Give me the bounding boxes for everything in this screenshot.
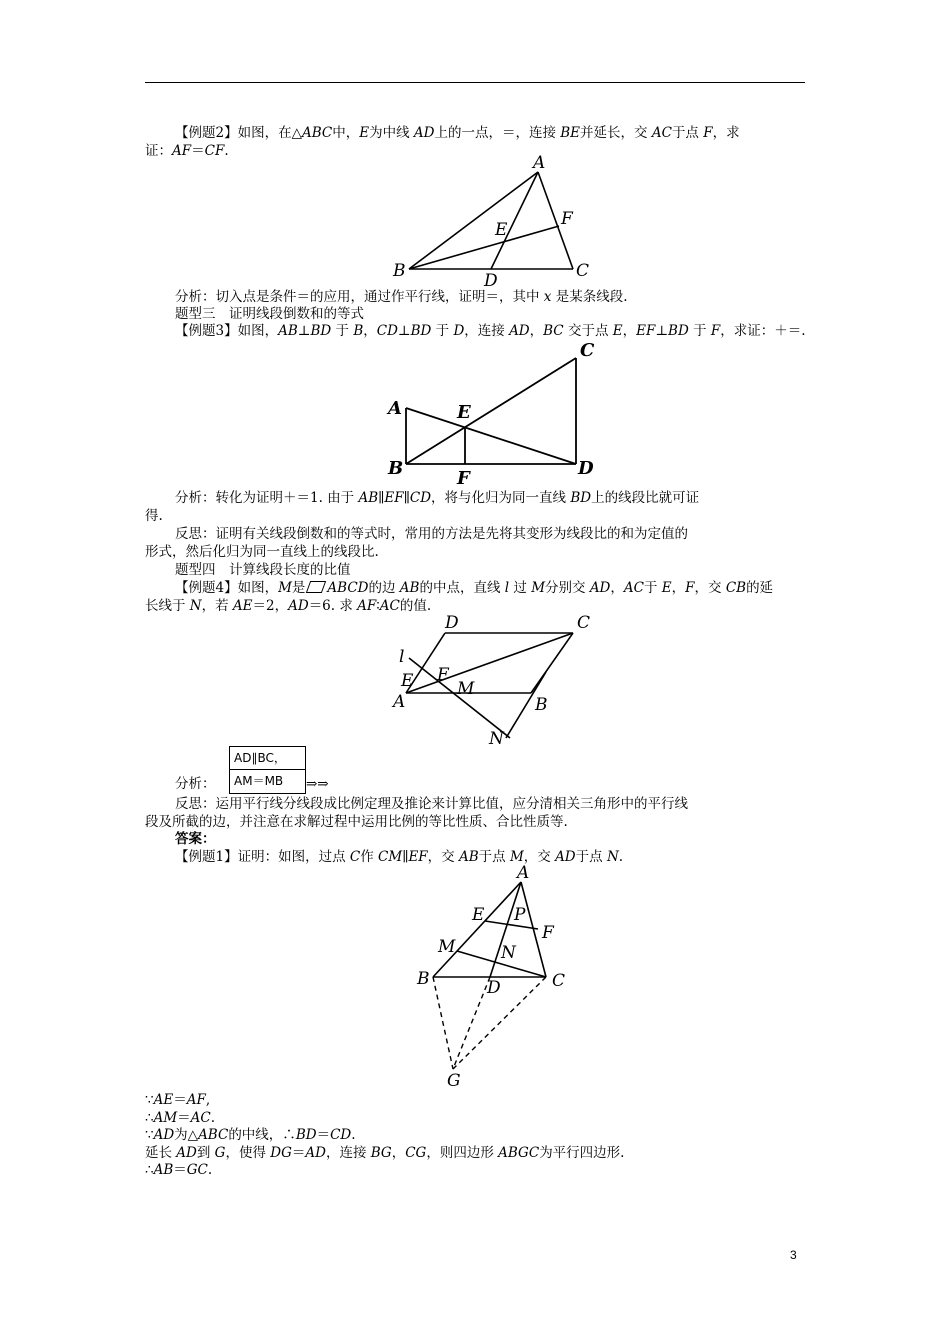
page-number: 3 [790, 1248, 797, 1262]
header-rule [145, 82, 805, 83]
answers-title: 答案： [175, 831, 216, 847]
answer-label-c: C [552, 971, 566, 991]
condition-line2: AM＝MB [230, 769, 305, 792]
type4-title: 题型四 计算线段长度的比值 [175, 562, 351, 578]
answer-step5: ∴AB＝GC. [145, 1162, 213, 1178]
ex4-figure [385, 608, 605, 748]
ex3-reflection-line2: 形式，然后化归为同一直线上的线段比. [145, 544, 379, 560]
parallelogram-icon [306, 581, 326, 593]
ex4-analysis-arrows: ⇒⇒ [306, 776, 329, 792]
ex2-figure [380, 152, 600, 287]
answer-label-a: A [517, 863, 530, 883]
ex2-label-b: B [393, 261, 406, 281]
ex2-statement-line1: 【例题2】如图，在△ABC中，E为中线 AD上的一点，＝，连接 BE并延长，交 AC于点 F，求 [175, 125, 740, 141]
ex4-label-f: F [437, 665, 449, 685]
answer-label-n: N [501, 943, 516, 963]
ex4-label-d: D [445, 613, 459, 633]
answer-step4: 延长 AD到 G，使得 DG＝AD，连接 BG，CG，则四边形 ABGC为平行四边形. [145, 1145, 625, 1161]
ex2-label-d: D [484, 271, 498, 287]
ex2-label-a: A [533, 153, 546, 173]
ex2-label-f: F [561, 209, 573, 229]
answer-label-e: E [472, 905, 485, 925]
ex4-statement-line2: 长线于 N，若 AE＝2，AD＝6. 求 AF∶AC的值. [145, 598, 432, 614]
ex4-condition-box [229, 746, 306, 794]
ex3-analysis-line2: 得. [145, 508, 163, 524]
ex3-label-d: D [578, 458, 594, 479]
answer-label-g: G [447, 1071, 461, 1090]
ex3-figure [382, 338, 612, 488]
ex4-label-e: E [401, 671, 414, 691]
answer-ex1-intro: 【例题1】证明：如图，过点 C作 CM∥EF，交 AB于点 M，交 AD于点 N. [175, 849, 624, 865]
ex2-label-c: C [576, 261, 590, 281]
ex2-statement-line2: 证：AF＝CF. [145, 143, 229, 159]
answer-ex1-figure [405, 860, 585, 1090]
ex4-label-b: B [535, 695, 548, 715]
ex3-label-b: B [388, 458, 404, 479]
ex4-label-l: l [399, 647, 405, 667]
condition-line1: AD∥BC， [234, 751, 286, 765]
ex4-analysis-label: 分析： [175, 776, 216, 792]
type3-title: 题型三 证明线段倒数和的等式 [175, 306, 364, 322]
ex3-label-c: C [580, 340, 595, 361]
answer-step1: ∵AE＝AF, [145, 1092, 211, 1108]
ex4-statement-line1: 【例题4】如图，M是 ABCD的边 AB的中点，直线 l 过 M分别交 AD，AC于 E，F，交 CB的延 [175, 580, 774, 596]
answer-label-b: B [417, 969, 430, 989]
ex4-label-c: C [577, 613, 591, 633]
ex3-label-a: A [388, 398, 402, 419]
answer-step3: ∵AD为△ABC的中线，∴BD＝CD. [145, 1127, 356, 1143]
ex3-statement: 【例题3】如图，AB⊥BD 于 B，CD⊥BD 于 D，连接 AD，BC 交于点 E，EF⊥BD 于 F，求证：＋＝. [175, 323, 806, 339]
answer-label-p: P [514, 905, 526, 925]
ex3-reflection-line1: 反思：证明有关线段倒数和的等式时，常用的方法是先将其变形为线段比的和为定值的 [175, 526, 688, 542]
answer-label-d: D [487, 978, 501, 998]
ex3-label-f: F [457, 468, 470, 488]
ex4-reflection-line1: 反思：运用平行线分线段成比例定理及推论来计算比值，应分清相关三角形中的平行线 [175, 796, 688, 812]
ex4-label-m: M [457, 679, 475, 699]
ex4-label-n: N [489, 729, 504, 748]
answer-step2: ∴AM＝AC. [145, 1110, 216, 1126]
answer-label-m: M [438, 937, 456, 957]
ex3-label-e: E [457, 402, 471, 423]
ex4-label-a: A [393, 692, 406, 712]
ex3-analysis-line1: 分析：转化为证明＋＝1. 由于 AB∥EF∥CD，将与化归为同一直线 BD上的线段比就可证 [175, 490, 700, 506]
ex2-analysis: 分析：切入点是条件＝的应用，通过作平行线，证明＝，其中 x 是某条线段. [175, 289, 628, 305]
ex4-reflection-line2: 段及所截的边，并注意在求解过程中运用比例的等比性质、合比性质等. [145, 814, 568, 830]
ex2-label-e: E [495, 220, 508, 240]
answer-label-f: F [542, 923, 554, 943]
